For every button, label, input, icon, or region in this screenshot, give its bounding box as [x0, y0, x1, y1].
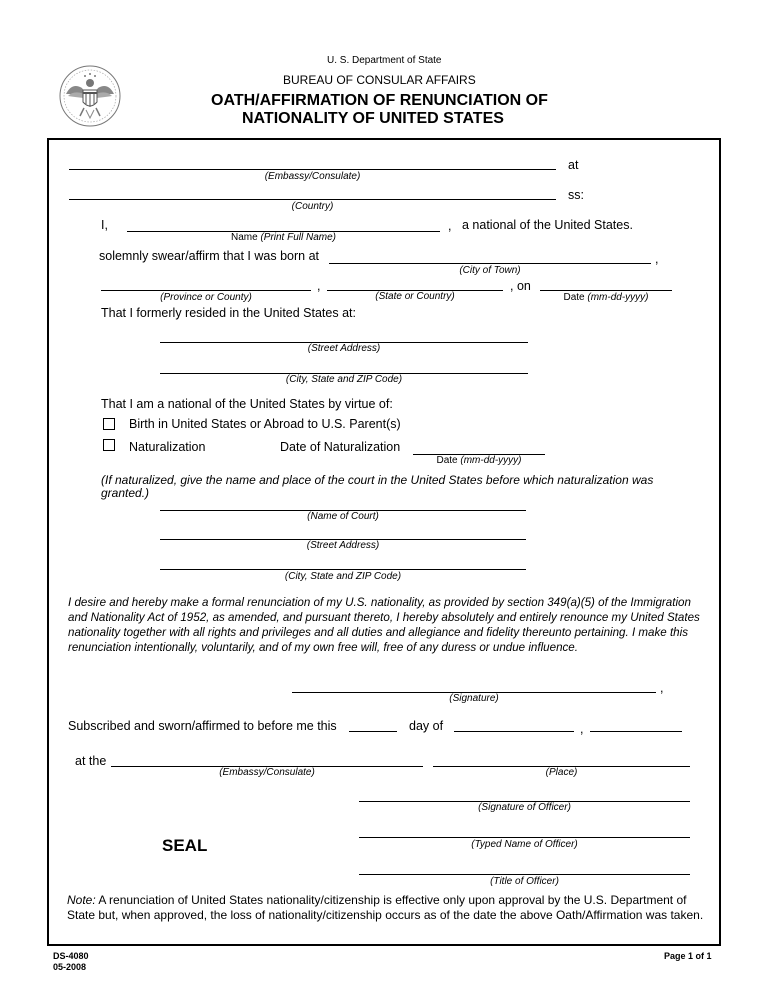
date-of-naturalization-label: Date of Naturalization — [280, 440, 401, 454]
page-number: Page 1 of 1 — [664, 951, 712, 961]
ss-label: ss: — [568, 188, 584, 202]
name-caption-italic: (Print Full Name) — [260, 232, 337, 243]
signature-comma: , — [660, 681, 664, 695]
city-caption: (City of Town) — [459, 265, 521, 276]
at-label: at — [568, 158, 579, 172]
birth-checkbox[interactable] — [103, 418, 115, 430]
department-label: U. S. Department of State — [327, 55, 442, 66]
at-the-text: at the — [75, 754, 107, 768]
naturalized-note: (If naturalized, give the name and place of the court in the United States before which naturalization was granted.) — [101, 473, 654, 500]
city-input-line[interactable] — [329, 263, 651, 264]
name-caption-prefix: Name — [230, 232, 261, 243]
province-input-line[interactable] — [101, 290, 311, 291]
year-input-line[interactable] — [590, 731, 682, 732]
court-city-caption: (City, State and ZIP Code) — [284, 571, 402, 582]
resided-street-caption: (Street Address) — [307, 343, 381, 354]
month-input-line[interactable] — [454, 731, 574, 732]
resided-text: That I formerly resided in the United States at: — [101, 306, 356, 320]
virtue-text: That I am a national of the United States by virtue of: — [101, 397, 393, 411]
state-department-seal — [58, 64, 122, 128]
national-text: a national of the United States. — [462, 218, 633, 232]
embassy-caption: (Embassy/Consulate) — [264, 171, 361, 182]
country-caption: (Country) — [291, 201, 334, 212]
day-of-text: day of — [409, 719, 444, 733]
form-number: DS-4080 — [53, 951, 89, 961]
day-input-line[interactable] — [349, 731, 397, 732]
eagle-seal-icon — [58, 64, 122, 128]
bureau-label: BUREAU OF CONSULAR AFFAIRS — [283, 73, 476, 87]
signature-caption: (Signature) — [449, 693, 499, 704]
form-title-line1: OATH/AFFIRMATION OF RENUNCIATION OF — [211, 92, 548, 109]
birth-date-caption-prefix: Date — [563, 292, 588, 303]
naturalization-date-caption — [413, 455, 545, 466]
state-caption: (State or Country) — [375, 291, 455, 302]
i-label: I, — [101, 218, 108, 232]
name-comma: , — [448, 219, 452, 233]
form-title-line2: NATIONALITY OF UNITED STATES — [242, 110, 504, 127]
province-comma: , — [317, 279, 321, 293]
country-input-line[interactable] — [69, 199, 556, 200]
officer-title-input-line[interactable] — [359, 874, 690, 875]
birth-date-caption — [540, 292, 672, 303]
officer-signature-caption: (Signature of Officer) — [478, 802, 571, 813]
naturalization-option-label: Naturalization — [129, 440, 206, 454]
city-comma: , — [655, 252, 659, 266]
naturalization-date-caption-italic: (mm-dd-yyyy) — [460, 455, 522, 466]
seal-label: SEAL — [162, 836, 208, 855]
note-label: Note: — [67, 893, 96, 907]
naturalization-checkbox[interactable] — [103, 439, 115, 451]
on-label: , on — [510, 279, 531, 293]
month-comma: , — [580, 722, 584, 736]
name-caption — [127, 232, 440, 243]
place-caption: (Place) — [545, 767, 578, 778]
embassy2-caption: (Embassy/Consulate) — [219, 767, 315, 778]
birth-date-input-line[interactable] — [540, 290, 672, 291]
typed-name-input-line[interactable] — [359, 837, 690, 838]
renunciation-paragraph: I desire and hereby make a formal renunciation of my U.S. nationality, as provided by section 349(a)(5) of the Immigration and Nationality Act of 1952, as amended, and pursuant thereto, I hereby absolutely and entirely renounce my United States nationality together with all rights and privileges and all duties and allegiance and fidelity thereunto pertaining. I make this renunciation intentionally, voluntarily, and of my own free will, free of any duress or undue influence. — [68, 596, 700, 654]
court-street-caption: (Street Address) — [306, 540, 380, 551]
province-caption: (Province or County) — [160, 292, 252, 303]
court-city-input-line[interactable] — [160, 569, 526, 570]
born-text: solemnly swear/affirm that I was born at — [99, 249, 319, 263]
naturalization-date-caption-prefix: Date — [436, 455, 461, 466]
birth-date-caption-italic: (mm-dd-yyyy) — [587, 292, 649, 303]
note-block — [67, 893, 707, 923]
court-name-caption: (Name of Court) — [307, 511, 379, 522]
embassy-input-line[interactable] — [69, 169, 556, 170]
resided-city-caption: (City, State and ZIP Code) — [285, 374, 403, 385]
officer-title-caption: (Title of Officer) — [490, 876, 559, 887]
typed-name-caption: (Typed Name of Officer) — [471, 839, 578, 850]
subscribed-text: Subscribed and sworn/affirmed to before me this — [68, 719, 337, 733]
birth-option-label: Birth in United States or Abroad to U.S. Parent(s) — [129, 417, 401, 431]
note-text: A renunciation of United States nationality/citizenship is effective only upon approval by the U.S. Department of State but, when approved, the loss of nationality/citizenship occurs as of the date the above Oath/Affirmation was taken. — [67, 893, 704, 922]
form-date: 05-2008 — [53, 962, 87, 972]
